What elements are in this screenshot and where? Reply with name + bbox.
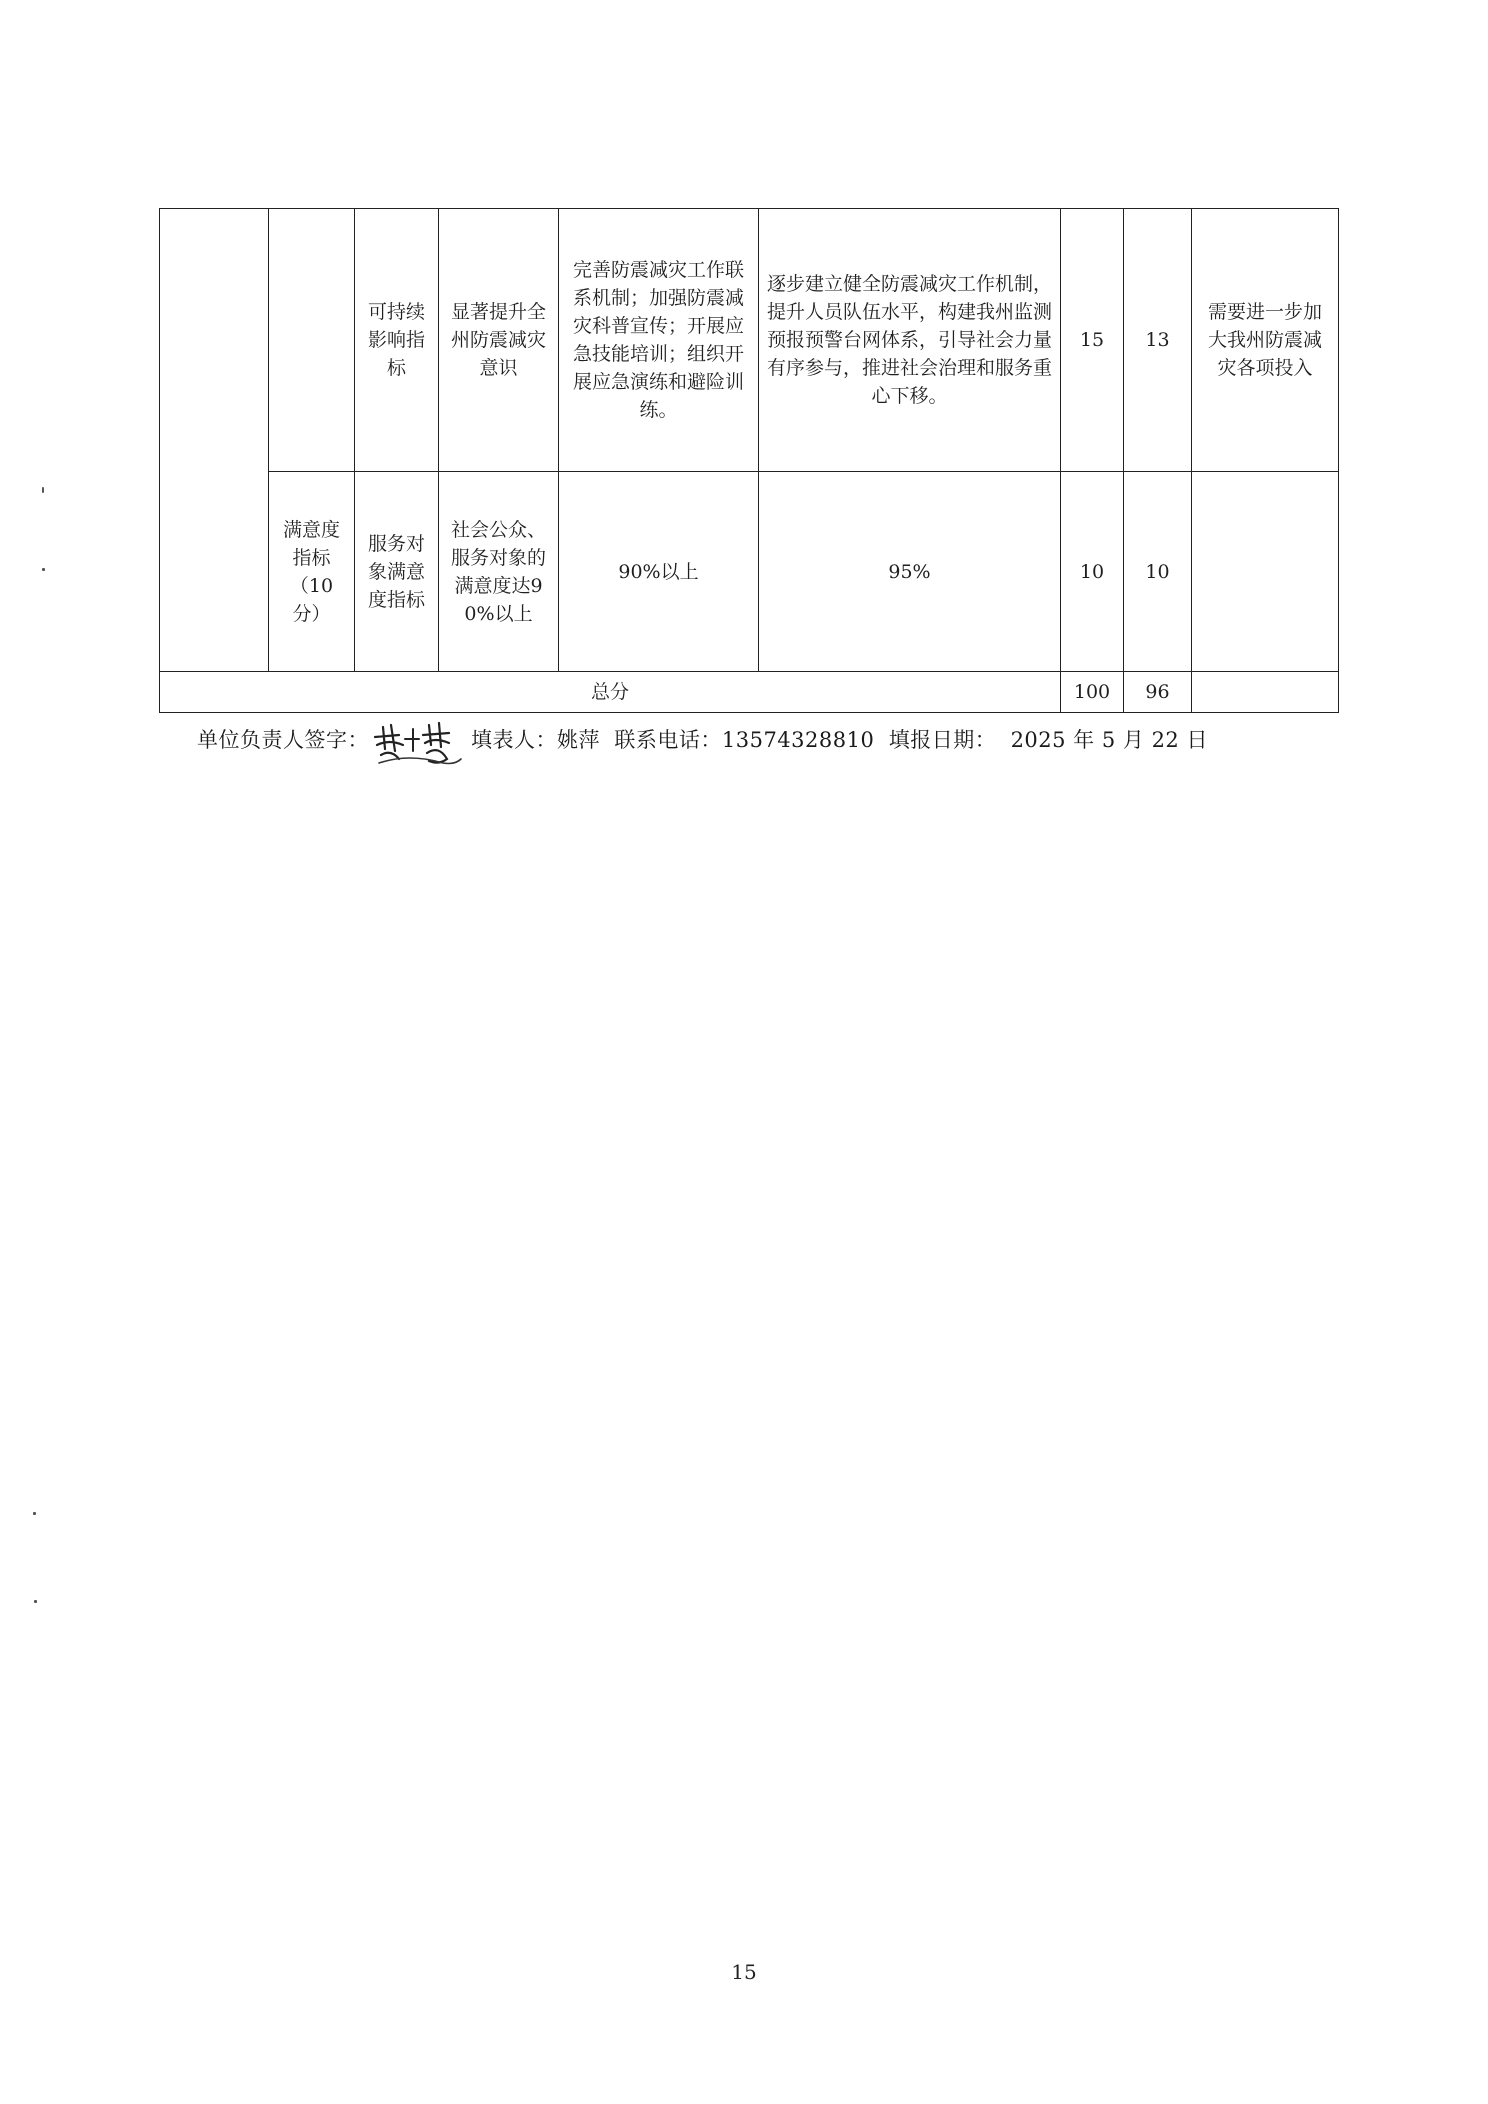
phone-label: 联系电话： bbox=[614, 728, 722, 752]
actual-value-cell: 逐步建立健全防震减灾工作机制，提升人员队伍水平，构建我州监测预报预警台网体系，引导社会力量有序参与，推进社会治理和服务重心下移。 bbox=[759, 209, 1061, 472]
level1-indicator-cell: 满意度指标（10分） bbox=[269, 472, 355, 672]
score-cell: 10 bbox=[1124, 472, 1192, 672]
date-label: 填报日期： bbox=[888, 728, 997, 752]
filler-name: 姚萍 bbox=[557, 728, 600, 752]
date-value: 2025 年 5 月 22 日 bbox=[1010, 728, 1208, 752]
total-label-cell: 总分 bbox=[160, 672, 1061, 713]
target-value-cell: 完善防震减灾工作联系机制；加强防震减灾科普宣传；开展应急技能培训；组织开展应急演练和避险训练。 bbox=[559, 209, 759, 472]
signature-footer bbox=[197, 724, 1208, 754]
total-weight-cell: 100 bbox=[1061, 672, 1124, 713]
level2-indicator-cell: 服务对象满意度指标 bbox=[355, 472, 439, 672]
total-score-cell: 96 bbox=[1124, 672, 1192, 713]
level3-indicator-cell: 显著提升全州防震减灾意识 bbox=[439, 209, 559, 472]
note-cell: 需要进一步加大我州防震减灾各项投入 bbox=[1192, 209, 1339, 472]
level1-empty-cell bbox=[160, 209, 269, 672]
level3-indicator-cell: 社会公众、服务对象的满意度达90%以上 bbox=[439, 472, 559, 672]
scan-speck bbox=[42, 487, 44, 493]
table-row bbox=[160, 209, 1339, 472]
phone-value: 13574328810 bbox=[721, 728, 875, 752]
actual-value-cell: 95% bbox=[759, 472, 1061, 672]
page-number: 15 bbox=[731, 1960, 757, 1984]
level2-indicator-cell: 可持续影响指标 bbox=[355, 209, 439, 472]
target-value-cell: 90%以上 bbox=[559, 472, 759, 672]
level1-empty-cell bbox=[269, 209, 355, 472]
weight-cell: 10 bbox=[1061, 472, 1124, 672]
weight-cell: 15 bbox=[1061, 209, 1124, 472]
filler-label: 填表人： bbox=[471, 728, 557, 752]
score-cell: 13 bbox=[1124, 209, 1192, 472]
note-cell bbox=[1192, 472, 1339, 672]
scan-speck bbox=[34, 1600, 37, 1603]
total-note-cell bbox=[1192, 672, 1339, 713]
handwritten-signature bbox=[369, 715, 467, 767]
scan-speck bbox=[42, 568, 45, 571]
signature-label: 单位负责人签字： bbox=[197, 728, 369, 752]
table-row bbox=[160, 472, 1339, 672]
performance-table bbox=[159, 208, 1339, 713]
total-row bbox=[160, 672, 1339, 713]
scan-speck bbox=[33, 1512, 36, 1515]
